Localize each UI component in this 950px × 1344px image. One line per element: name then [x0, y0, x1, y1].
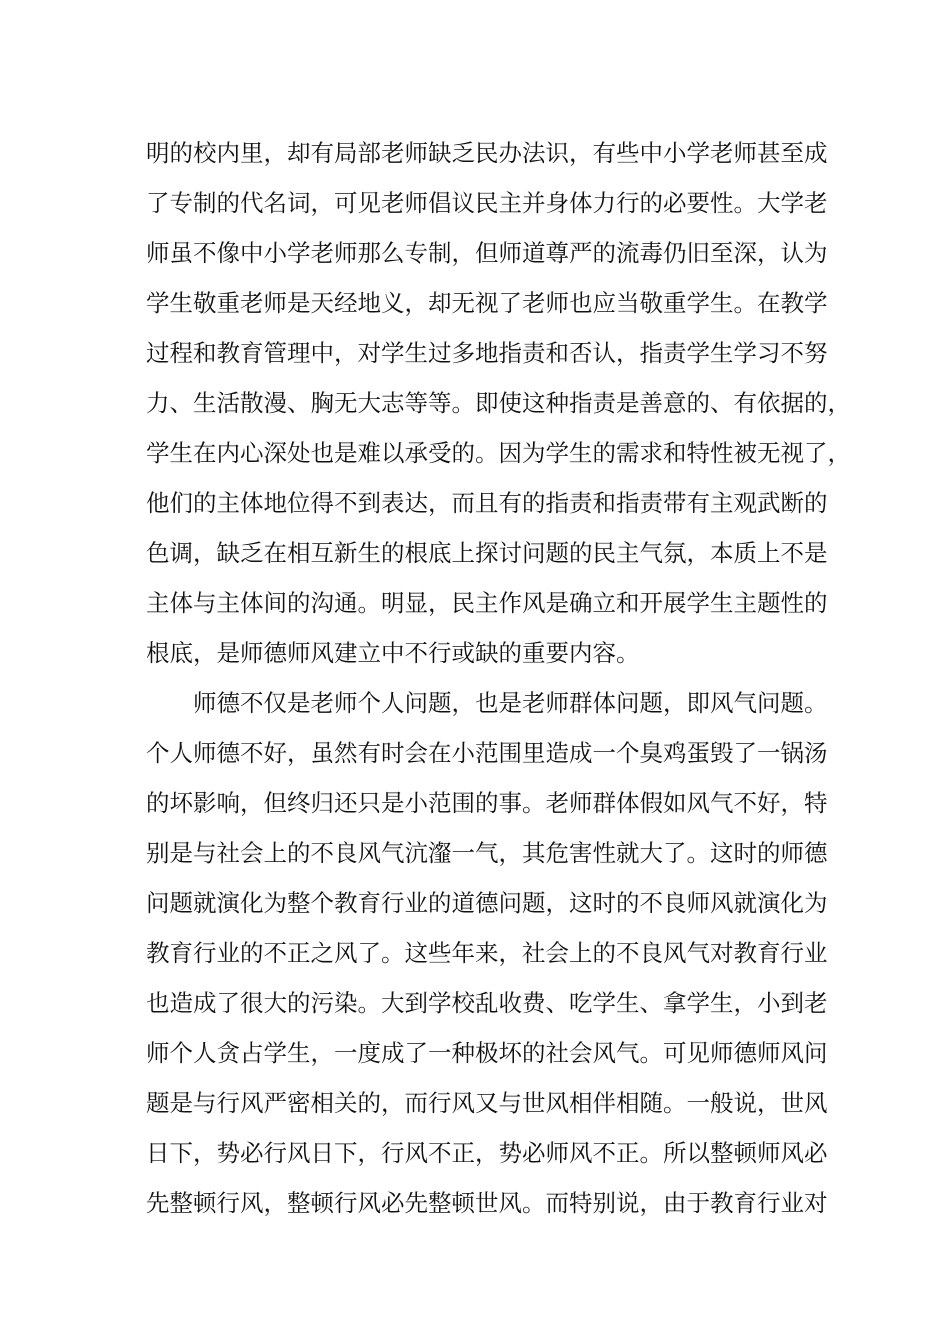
text-line: 师虽不像中小学老师那么专制，但师道尊严的流毒仍旧至深，认为 — [146, 239, 828, 267]
text-line: 主体与主体间的沟通。明显，民主作风是确立和开展学生主题性的 — [146, 589, 828, 617]
body-text — [146, 128, 851, 1228]
paragraph — [146, 678, 826, 1228]
text-line: 师德不仅是老师个人问题，也是老师群体问题，即风气问题。 — [193, 689, 828, 717]
text-line: 教育行业的不正之风了。这些年来，社会上的不良风气对教育行业 — [146, 939, 828, 967]
text-line: 日下，势必行风日下，行风不正，势必师风不正。所以整顿师风必 — [146, 1139, 828, 1167]
text-line: 过程和教育管理中，对学生过多地指责和否认，指责学生学习不努 — [146, 339, 828, 367]
text-line: 的坏影响，但终归还只是小范围的事。老师群体假如风气不好，特 — [146, 789, 828, 817]
text-line: 学生敬重老师是天经地义，却无视了老师也应当敬重学生。在教学 — [146, 289, 828, 317]
text-line: 个人师德不好，虽然有时会在小范围里造成一个臭鸡蛋毁了一锅汤 — [146, 739, 828, 767]
text-line: 他们的主体地位得不到表达，而且有的指责和指责带有主观武断的 — [146, 489, 828, 517]
text-line: 师个人贪占学生，一度成了一种极坏的社会风气。可见师德师风问 — [146, 1039, 828, 1067]
text-line: 题是与行风严密相关的，而行风又与世风相伴相随。一般说，世风 — [146, 1089, 828, 1117]
text-line: 问题就演化为整个教育行业的道德问题，这时的不良师风就演化为 — [146, 889, 828, 917]
text-line: 学生在内心深处也是难以承受的。因为学生的需求和特性被无视了， — [146, 439, 851, 467]
text-line: 也造成了很大的污染。大到学校乱收费、吃学生、拿学生，小到老 — [146, 989, 828, 1017]
text-line: 了专制的代名词，可见老师倡议民主并身体力行的必要性。大学老 — [146, 189, 828, 217]
text-line: 别是与社会上的不良风气沆瀣一气，其危害性就大了。这时的师德 — [146, 839, 828, 867]
text-line: 根底，是师德师风建立中不行或缺的重要内容。 — [146, 639, 640, 667]
text-line: 色调，缺乏在相互新生的根底上探讨问题的民主气氛，本质上不是 — [146, 539, 828, 567]
text-line: 先整顿行风，整顿行风必先整顿世风。而特别说，由于教育行业对 — [146, 1189, 828, 1217]
paragraph — [146, 128, 851, 678]
text-line: 明的校内里，却有局部老师缺乏民办法识，有些中小学老师甚至成 — [146, 139, 828, 167]
text-line: 力、生活散漫、胸无大志等等。即使这种指责是善意的、有依据的， — [146, 389, 851, 417]
